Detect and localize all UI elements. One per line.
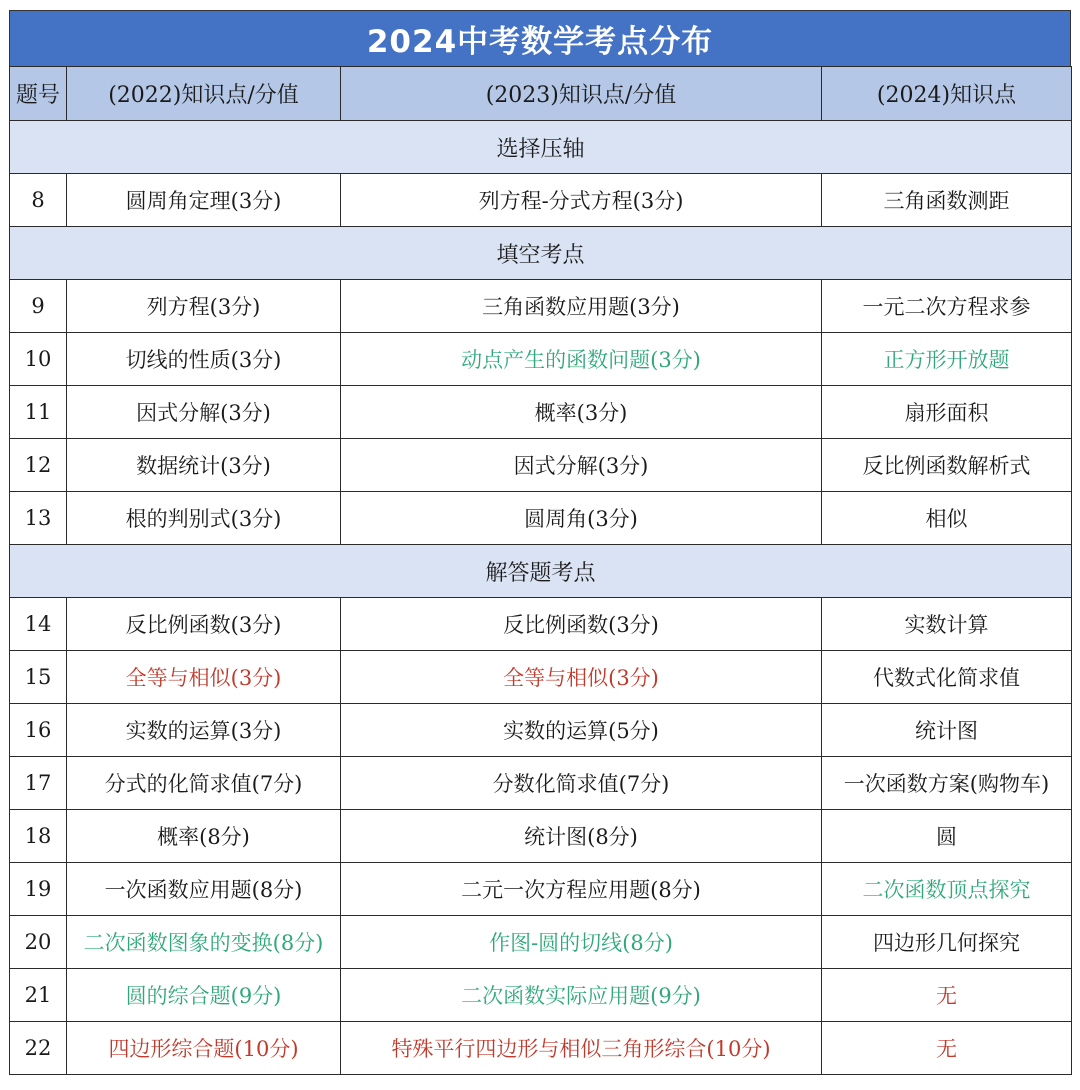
- table-title: 2024中考数学考点分布: [9, 10, 1071, 66]
- question-number-cell: 12: [10, 439, 67, 492]
- table-row: [10, 280, 1072, 333]
- topic-2024-cell: 三角函数测距: [822, 174, 1072, 227]
- topic-2024-cell: 无: [822, 1022, 1072, 1075]
- topic-2023-cell: 概率(3分): [341, 386, 822, 439]
- question-number-cell: 18: [10, 810, 67, 863]
- topic-2023-cell: 分数化简求值(7分): [341, 757, 822, 810]
- topic-2022-cell: 二次函数图象的变换(8分): [67, 916, 341, 969]
- topic-2022-cell: 反比例函数(3分): [67, 598, 341, 651]
- topic-2024-cell: 圆: [822, 810, 1072, 863]
- topic-2022-cell: 分式的化简求值(7分): [67, 757, 341, 810]
- topic-2022-cell: 一次函数应用题(8分): [67, 863, 341, 916]
- topic-2022-cell: 列方程(3分): [67, 280, 341, 333]
- header-2023: (2023)知识点/分值: [341, 67, 822, 121]
- topic-2022-cell: 因式分解(3分): [67, 386, 341, 439]
- exam-points-table: [9, 66, 1072, 1075]
- topic-2024-cell: 相似: [822, 492, 1072, 545]
- question-number-cell: 14: [10, 598, 67, 651]
- table-body: [10, 67, 1072, 1075]
- table-row: [10, 757, 1072, 810]
- topic-2024-cell: 正方形开放题: [822, 333, 1072, 386]
- question-number-cell: 22: [10, 1022, 67, 1075]
- topic-2023-cell: 统计图(8分): [341, 810, 822, 863]
- section-label: 选择压轴: [10, 121, 1072, 174]
- topic-2023-cell: 动点产生的函数问题(3分): [341, 333, 822, 386]
- topic-2023-cell: 反比例函数(3分): [341, 598, 822, 651]
- table-row: [10, 174, 1072, 227]
- table-row: [10, 704, 1072, 757]
- topic-2023-cell: 实数的运算(5分): [341, 704, 822, 757]
- section-label: 解答题考点: [10, 545, 1072, 598]
- question-number-cell: 15: [10, 651, 67, 704]
- header-2022: (2022)知识点/分值: [67, 67, 341, 121]
- header-question-number: 题号: [10, 67, 67, 121]
- topic-2022-cell: 圆周角定理(3分): [67, 174, 341, 227]
- topic-2022-cell: 切线的性质(3分): [67, 333, 341, 386]
- question-number-cell: 8: [10, 174, 67, 227]
- topic-2022-cell: 全等与相似(3分): [67, 651, 341, 704]
- topic-2023-cell: 二元一次方程应用题(8分): [341, 863, 822, 916]
- table-row: [10, 651, 1072, 704]
- table-row: [10, 333, 1072, 386]
- table-row: [10, 916, 1072, 969]
- table-row: [10, 969, 1072, 1022]
- table-row: [10, 863, 1072, 916]
- header-2024: (2024)知识点: [822, 67, 1072, 121]
- question-number-cell: 17: [10, 757, 67, 810]
- question-number-cell: 13: [10, 492, 67, 545]
- table-row: [10, 1022, 1072, 1075]
- topic-2024-cell: 一次函数方案(购物车): [822, 757, 1072, 810]
- question-number-cell: 11: [10, 386, 67, 439]
- table-row: [10, 492, 1072, 545]
- question-number-cell: 9: [10, 280, 67, 333]
- topic-2023-cell: 列方程-分式方程(3分): [341, 174, 822, 227]
- question-number-cell: 19: [10, 863, 67, 916]
- topic-2022-cell: 根的判别式(3分): [67, 492, 341, 545]
- topic-2023-cell: 全等与相似(3分): [341, 651, 822, 704]
- exam-points-table-sheet: [9, 10, 1071, 1075]
- topic-2023-cell: 圆周角(3分): [341, 492, 822, 545]
- topic-2024-cell: 扇形面积: [822, 386, 1072, 439]
- topic-2022-cell: 数据统计(3分): [67, 439, 341, 492]
- topic-2023-cell: 作图-圆的切线(8分): [341, 916, 822, 969]
- topic-2022-cell: 概率(8分): [67, 810, 341, 863]
- question-number-cell: 21: [10, 969, 67, 1022]
- question-number-cell: 16: [10, 704, 67, 757]
- table-row: [10, 439, 1072, 492]
- topic-2024-cell: 二次函数顶点探究: [822, 863, 1072, 916]
- topic-2023-cell: 三角函数应用题(3分): [341, 280, 822, 333]
- section-row: [10, 121, 1072, 174]
- section-label: 填空考点: [10, 227, 1072, 280]
- topic-2023-cell: 特殊平行四边形与相似三角形综合(10分): [341, 1022, 822, 1075]
- topic-2024-cell: 四边形几何探究: [822, 916, 1072, 969]
- topic-2022-cell: 圆的综合题(9分): [67, 969, 341, 1022]
- topic-2022-cell: 实数的运算(3分): [67, 704, 341, 757]
- table-row: [10, 598, 1072, 651]
- topic-2024-cell: 统计图: [822, 704, 1072, 757]
- topic-2024-cell: 代数式化简求值: [822, 651, 1072, 704]
- section-row: [10, 227, 1072, 280]
- question-number-cell: 20: [10, 916, 67, 969]
- header-row: [10, 67, 1072, 121]
- topic-2022-cell: 四边形综合题(10分): [67, 1022, 341, 1075]
- topic-2023-cell: 二次函数实际应用题(9分): [341, 969, 822, 1022]
- topic-2024-cell: 无: [822, 969, 1072, 1022]
- topic-2024-cell: 实数计算: [822, 598, 1072, 651]
- section-row: [10, 545, 1072, 598]
- question-number-cell: 10: [10, 333, 67, 386]
- topic-2024-cell: 一元二次方程求参: [822, 280, 1072, 333]
- table-row: [10, 810, 1072, 863]
- table-row: [10, 386, 1072, 439]
- topic-2023-cell: 因式分解(3分): [341, 439, 822, 492]
- topic-2024-cell: 反比例函数解析式: [822, 439, 1072, 492]
